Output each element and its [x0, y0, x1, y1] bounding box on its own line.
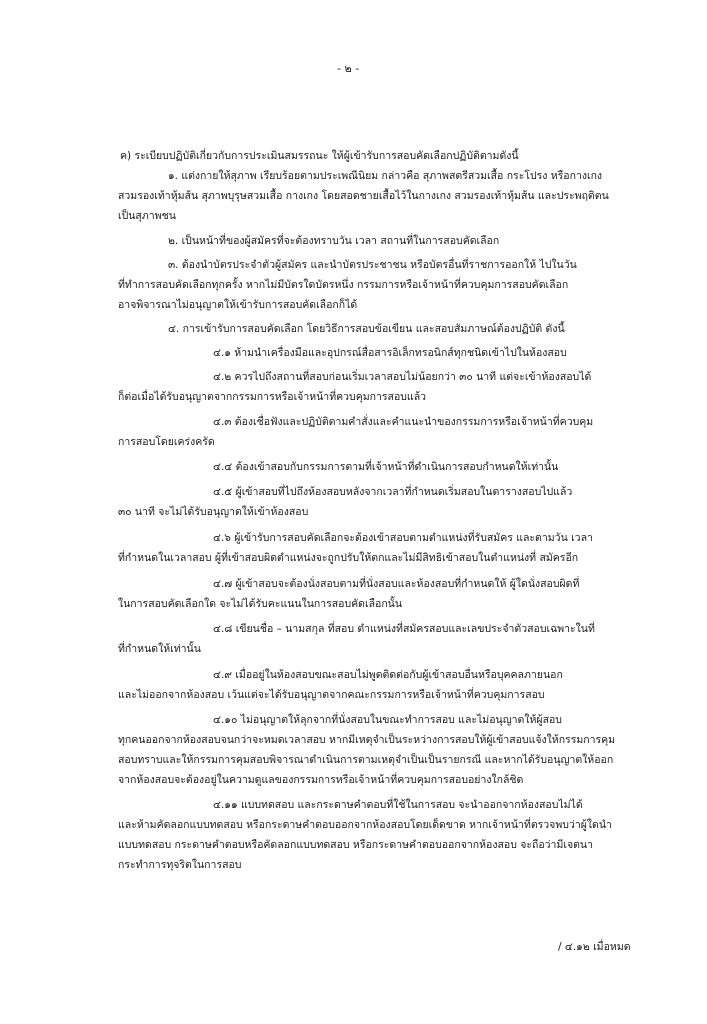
sub-item-4-6-line-2: ที่กำหนดในเวลาสอบ ผู้ที่เข้าสอบผิดตำแหน่งจะถูกปรับให้ตกและไม่มีสิทธิเข้าสอบในตำแหน่งที่ สมัครอีก — [118, 552, 579, 564]
item-2: ๒. เป็นหน้าที่ของผู้สมัครที่จะต้องทราบวัน เวลา สถานที่ในการสอบคัดเลือก — [168, 235, 500, 247]
sub-item-4-2-line-1: ๔.๒ ควรไปถึงสถานที่สอบก่อนเริ่มเวลาสอบไม่น้อยกว่า ๓๐ นาที แต่จะเข้าห้องสอบได้ — [213, 371, 592, 383]
sub-item-4-9-line-2: และไม่ออกจากห้องสอบ เว้นแต่จะได้รับอนุญาตจากคณะกรรมการหรือเจ้าหน้าที่ควบคุมการสอบ — [118, 689, 545, 701]
sub-item-4-5-line-2: ๓๐ นาที จะไม่ได้รับอนุญาตให้เข้าห้องสอบ — [118, 506, 309, 518]
sub-item-4-8-line-2: ที่กำหนดให้เท่านั้น — [118, 643, 201, 655]
sub-item-4-2-line-2: ก็ต่อเมื่อได้รับอนุญาตจากกรรมการหรือเจ้าหน้าที่ควบคุมการสอบแล้ว — [118, 391, 427, 403]
sub-item-4-3-line-2: การสอบโดยเคร่งครัด — [118, 436, 215, 448]
sub-item-4-7-line-1: ๔.๗ ผู้เข้าสอบจะต้องนั่งสอบตามที่นั่งสอบและห้องสอบที่กำหนดให้ ผู้ใดนั่งสอบผิดที่ — [213, 578, 580, 590]
sub-item-4-3-line-1: ๔.๓ ต้องเชื่อฟังและปฏิบัติตามคำสั่งและคำแนะนำของกรรมการหรือเจ้าหน้าที่ควบคุม — [213, 416, 594, 428]
page-number: - ๒ - — [337, 62, 360, 75]
item-3-line-2: ที่ทำการสอบคัดเลือกทุกครั้ง หากไม่มีบัตรใดบัตรหนึ่ง กรรมการหรือเจ้าหน้าที่ควบคุมการสอบคัดเลือก — [118, 279, 569, 291]
sub-item-4-6-line-1: ๔.๖ ผู้เข้ารับการสอบคัดเลือกจะต้องเข้าสอบตามตำแหน่งที่รับสมัคร และตามวัน เวลา — [213, 532, 593, 544]
sub-item-4-9-line-1: ๔.๙ เมื่ออยู่ในห้องสอบขณะสอบไม่พูดติดต่อกับผู้เข้าสอบอื่นหรือบุคคลภายนอก — [213, 669, 563, 681]
item-1-line-2: สวมรองเท้าหุ้มส้น สุภาพบุรุษสวมเสื้อ กางเกง โดยสอดชายเสื้อไว้ในกางเกง สวมรองเท้าหุ้มส้น และประพฤติตน — [118, 190, 609, 202]
sub-item-4-5-line-1: ๔.๕ ผู้เข้าสอบที่ไปถึงห้องสอบหลังจากเวลาที่กำหนดเริ่มสอบในตารางสอบไปแล้ว — [213, 486, 573, 498]
sub-item-4-11-line-3: แบบทดสอบ กระดาษคำตอบหรือคัดลอกแบบทดสอบ หรือกระดาษคำตอบออกจากห้องสอบ จะถือว่ามีเจตนา — [118, 839, 594, 851]
item-4-heading: ๔. การเข้ารับการสอบคัดเลือก โดยวิธีการสอบข้อเขียน และสอบสัมภาษณ์ต้องปฏิบัติ ดังนี้ — [168, 323, 565, 335]
continuation-note: / ๔.๑๒ เมื่อหมด — [558, 941, 631, 953]
sub-item-4-10-line-1: ๔.๑๐ ไม่อนุญาตให้ลุกจากที่นั่งสอบในขณะทำการสอบ และไม่อนุญาตให้ผู้สอบ — [213, 714, 562, 726]
sub-item-4-10-line-3: สอบทราบและให้กรรมการคุมสอบพิจารณาดำเนินการตามเหตุจำเป็นเป็นรายกรณี และหากได้รับอนุญาตให้ออก — [118, 754, 614, 766]
item-3-line-1: ๓. ต้องนำบัตรประจำตัวผู้สมัคร และนำบัตรประชาชน หรือบัตรอื่นที่ราชการออกให้ ไปในวัน — [168, 259, 577, 271]
item-1-line-3: เป็นสุภาพชน — [118, 210, 176, 222]
item-1-line-1: ๑. แต่งกายให้สุภาพ เรียบร้อยตามประเพณีนิยม กล่าวคือ สุภาพสตรีสวมเสื้อ กระโปรง หรือกางเกง — [168, 170, 603, 182]
sub-item-4-11-line-1: ๔.๑๑ แบบทดสอบ และกระดาษคำตอบที่ใช้ในการสอบ จะนำออกจากห้องสอบไม่ได้ — [213, 799, 583, 811]
sub-item-4-8-line-1: ๔.๘ เขียนชื่อ – นามสกุล ที่สอบ ตำแหน่งที่สมัครสอบและเลขประจำตัวสอบเฉพาะในที่ — [213, 623, 595, 635]
sub-item-4-7-line-2: ในการสอบคัดเลือกใด จะไม่ได้รับคะแนนในการสอบคัดเลือกนั้น — [118, 598, 403, 610]
item-3-line-3: อาจพิจารณาไม่อนุญาตให้เข้ารับการสอบคัดเลือกก็ได้ — [118, 299, 358, 311]
sub-item-4-10-line-2: ทุกคนออกจากห้องสอบจนกว่าจะหมดเวลาสอบ หากมีเหตุจำเป็นระหว่างการสอบให้ผู้เข้าสอบแจ้งให้กรรมการคุม — [118, 734, 616, 746]
sub-item-4-1: ๔.๑ ห้ามนำเครื่องมือและอุปกรณ์สื่อสารอิเล็กทรอนิกส์ทุกชนิดเข้าไปในห้องสอบ — [213, 347, 567, 359]
sub-item-4-10-line-4: จากห้องสอบจะต้องอยู่ในความดูแลของกรรมการหรือเจ้าหน้าที่ควบคุมการสอบอย่างใกล้ชิด — [118, 774, 524, 786]
sub-item-4-4: ๔.๔ ต้องเข้าสอบกับกรรมการตามที่เจ้าหน้าที่ดำเนินการสอบกำหนดให้เท่านั้น — [213, 461, 559, 473]
sub-item-4-11-line-2: และห้ามคัดลอกแบบทดสอบ หรือกระดาษคำตอบออกจากห้องสอบโดยเด็ดขาด หากเจ้าหน้าที่ตรวจพบว่าผู้ใดนำ — [118, 819, 612, 831]
section-heading: ค) ระเบียบปฏิบัติเกี่ยวกับการประเมินสมรรถนะ ให้ผู้เข้ารับการสอบคัดเลือกปฏิบัติตามดังนี้ — [120, 150, 519, 162]
sub-item-4-11-line-4: กระทำการทุจริตในการสอบ — [118, 859, 242, 871]
